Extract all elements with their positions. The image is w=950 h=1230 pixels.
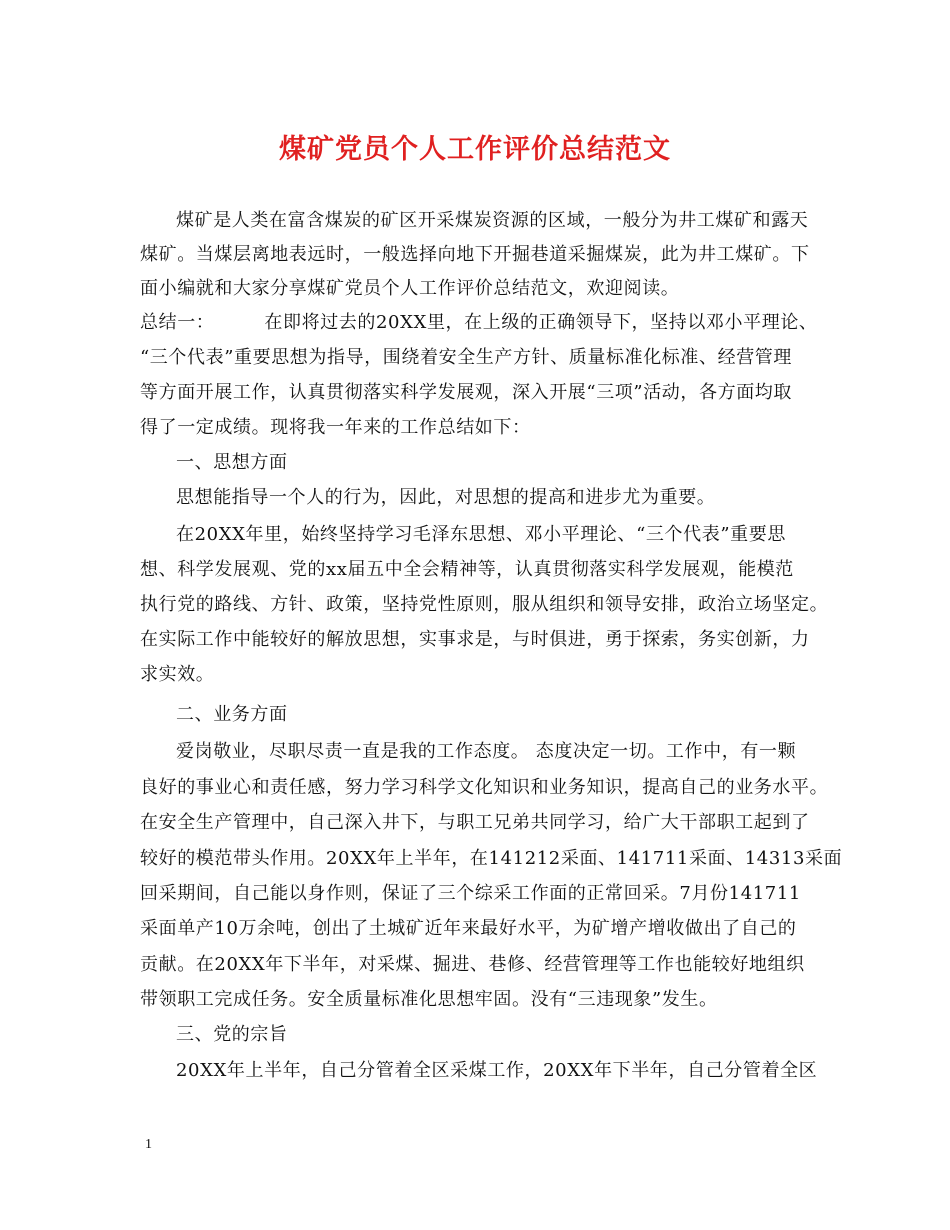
page-number: 1 — [145, 1137, 152, 1152]
summary-line-2: “三个代表”重要思想为指导，围绕着安全生产方针、质量标准化标准、经营管理 — [140, 347, 793, 368]
section1-p2-line-2: 想、科学发展观、党的xx届五中全会精神等，认真贯彻落实科学发展观，能模范 — [140, 559, 794, 580]
section1-p2-line-1: 在20XX年里，始终坚持学习毛泽东思想、邓小平理论、“三个代表”重要思 — [176, 524, 786, 545]
summary-first-text: 在即将过去的20XX里，在上级的正确领导下，坚持以邓小平理论、 — [264, 312, 818, 333]
section1-p2-line-5: 求实效。 — [140, 664, 215, 685]
section2-line-5: 回采期间，自己能以身作则，保证了三个综采工作面的正常回采。7月份141711 — [140, 883, 801, 904]
section1-heading: 一、思想方面 — [176, 452, 288, 473]
section3-line-1: 20XX年上半年，自己分管着全区采煤工作，20XX年下半年，自己分管着全区 — [176, 1060, 818, 1081]
summary-label: 总结一： — [140, 312, 215, 333]
section1-p2-line-3: 执行党的路线、方针、政策，坚持党性原则，服从组织和领导安排，政治立场坚定。 — [140, 594, 829, 615]
summary-line-3: 等方面开展工作，认真贯彻落实科学发展观，深入开展“三项”活动，各方面均取 — [140, 382, 793, 403]
summary-line-4: 得了一定成绩。现将我一年来的工作总结如下： — [140, 417, 531, 438]
document-title: 煤矿党员个人工作评价总结范文 — [279, 134, 671, 165]
section2-line-6: 采面单产10万余吨，创出了土城矿近年来最好水平，为矿增产增收做出了自己的 — [140, 918, 797, 939]
intro-line-2: 煤矿。当煤层离地表远时，一般选择向地下开掘巷道采掘煤炭，此为井工煤矿。下 — [140, 244, 810, 265]
intro-line-1: 煤矿是人类在富含煤炭的矿区开采煤炭资源的区域，一般分为井工煤矿和露天 — [176, 210, 809, 231]
section2-line-4: 较好的模范带头作用。20XX年上半年，在141212采面、141711采面、14313采面 — [140, 848, 843, 869]
section2-heading: 二、业务方面 — [176, 704, 288, 725]
section3-heading: 三、党的宗旨 — [176, 1024, 288, 1045]
section1-p2-line-4: 在实际工作中能较好的解放思想，实事求是，与时俱进，勇于探索，务实创新，力 — [140, 629, 810, 650]
section2-line-2: 良好的事业心和责任感，努力学习科学文化知识和业务知识，提高自己的业务水平。 — [140, 777, 829, 798]
section1-paragraph-1: 思想能指导一个人的行为，因此，对思想的提高和进步尤为重要。 — [176, 487, 716, 508]
intro-line-3: 面小编就和大家分享煤矿党员个人工作评价总结范文，欢迎阅读。 — [140, 278, 680, 299]
section2-line-8: 带领职工完成任务。安全质量标准化思想牢固。没有“三违现象”发生。 — [140, 989, 718, 1010]
section2-line-1: 爱岗敬业，尽职尽责一直是我的工作态度。 态度决定一切。工作中，有一颗 — [176, 741, 797, 762]
section2-line-3: 在安全生产管理中，自己深入井下，与职工兄弟共同学习，给广大干部职工起到了 — [140, 812, 810, 833]
summary-first-line — [140, 310, 818, 336]
section2-line-7: 贡献。在20XX年下半年，对采煤、掘进、巷修、经营管理等工作也能较好地组织 — [140, 954, 805, 975]
